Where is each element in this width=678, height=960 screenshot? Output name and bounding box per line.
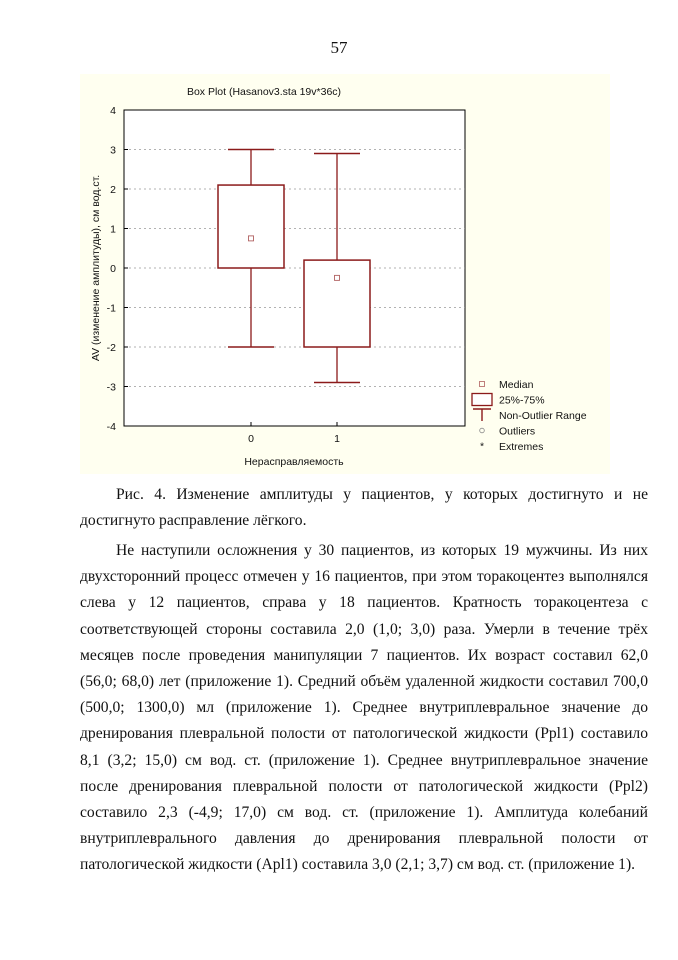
legend-outlier-icon bbox=[480, 428, 485, 433]
page-number: 57 bbox=[330, 38, 348, 57]
legend-label: Median bbox=[499, 379, 534, 391]
body-paragraph bbox=[80, 538, 648, 879]
y-tick-label: 1 bbox=[110, 223, 116, 236]
legend-label: Outliers bbox=[499, 425, 536, 438]
chart-title: Box Plot (Hasanov3.sta 19v*36c) bbox=[186, 86, 342, 98]
y-tick-label: 3 bbox=[110, 144, 116, 157]
legend-item bbox=[480, 441, 543, 454]
legend-item bbox=[480, 426, 535, 438]
y-tick-label: -1 bbox=[106, 302, 116, 315]
paragraph-text: Не наступили осложнения у 30 пациентов, из которых 19 мужчины. Из них двухсторонний процесс отмечен у 16 пациентов, при этом торакоцентез выполнялся слева у 12 пациентов, справа у 18 пациентов. Кратность торакоцентеза с соответствующей стороны составила 2,0 (1,0; 3,0) раза. Умерли в течение трёх месяцев после проведения манипуляции 7 пациентов. Их возраст составил 62,0 (56,0; 68,0) лет (приложение 1). Средний объём удаленной жидкости составил 700,0 (500,0; 1300,0) мл (приложение 1). Среднее внутриплевральное значение до дренирования плевральной полости от патологической жидкости (Ppl1) составило 8,1 (3,2; 15,0) см вод. ст. (приложение 1). Среднее внутриплевральное значение после дренирования плевральной полости от патологической жидкости (Ppl2) составило 2,3 (-4,9; 17,0) см вод. ст. (приложение 1). Амплитуда колебаний внутриплеврального давления до дренирования плевральной полости от патологической жидкости (Apl1) составила 3,0 (2,1; 3,7) см вод. ст. (приложение 1). bbox=[80, 542, 648, 874]
x-tick-label: 0 bbox=[248, 433, 254, 445]
legend-label: 25%-75% bbox=[499, 394, 545, 407]
legend-box-icon bbox=[472, 394, 492, 406]
legend-extreme-icon: * bbox=[479, 440, 485, 453]
y-tick-label: 2 bbox=[110, 184, 116, 196]
y-tick-label: -2 bbox=[106, 342, 116, 354]
legend-label: Non-Outlier Range bbox=[499, 410, 587, 422]
y-tick-label: -3 bbox=[106, 381, 116, 394]
legend-item bbox=[480, 379, 534, 391]
caption-text: Рис. 4. Изменение амплитуды у пациентов, у которых достигнуто и не достигнуто расправление лёгкого. bbox=[80, 486, 648, 529]
box-plot-figure bbox=[80, 74, 610, 474]
legend-item bbox=[472, 394, 545, 407]
x-tick-label: 1 bbox=[334, 433, 340, 445]
y-tick-label: 4 bbox=[110, 105, 116, 117]
legend-item bbox=[473, 409, 587, 422]
figure-caption bbox=[80, 482, 648, 534]
iqr-box bbox=[304, 260, 370, 347]
y-axis-label: AV (изменение амплитуды), см вод.ст. bbox=[90, 174, 102, 362]
y-tick-label: -4 bbox=[106, 421, 116, 433]
box-plot-chart bbox=[80, 74, 610, 474]
legend-median-icon bbox=[480, 382, 485, 387]
y-tick-label: 0 bbox=[110, 263, 116, 275]
legend-label: Extremes bbox=[499, 441, 544, 453]
x-axis-label: Нерасправляемость bbox=[244, 456, 344, 468]
iqr-box bbox=[218, 185, 284, 268]
legend bbox=[472, 379, 587, 453]
